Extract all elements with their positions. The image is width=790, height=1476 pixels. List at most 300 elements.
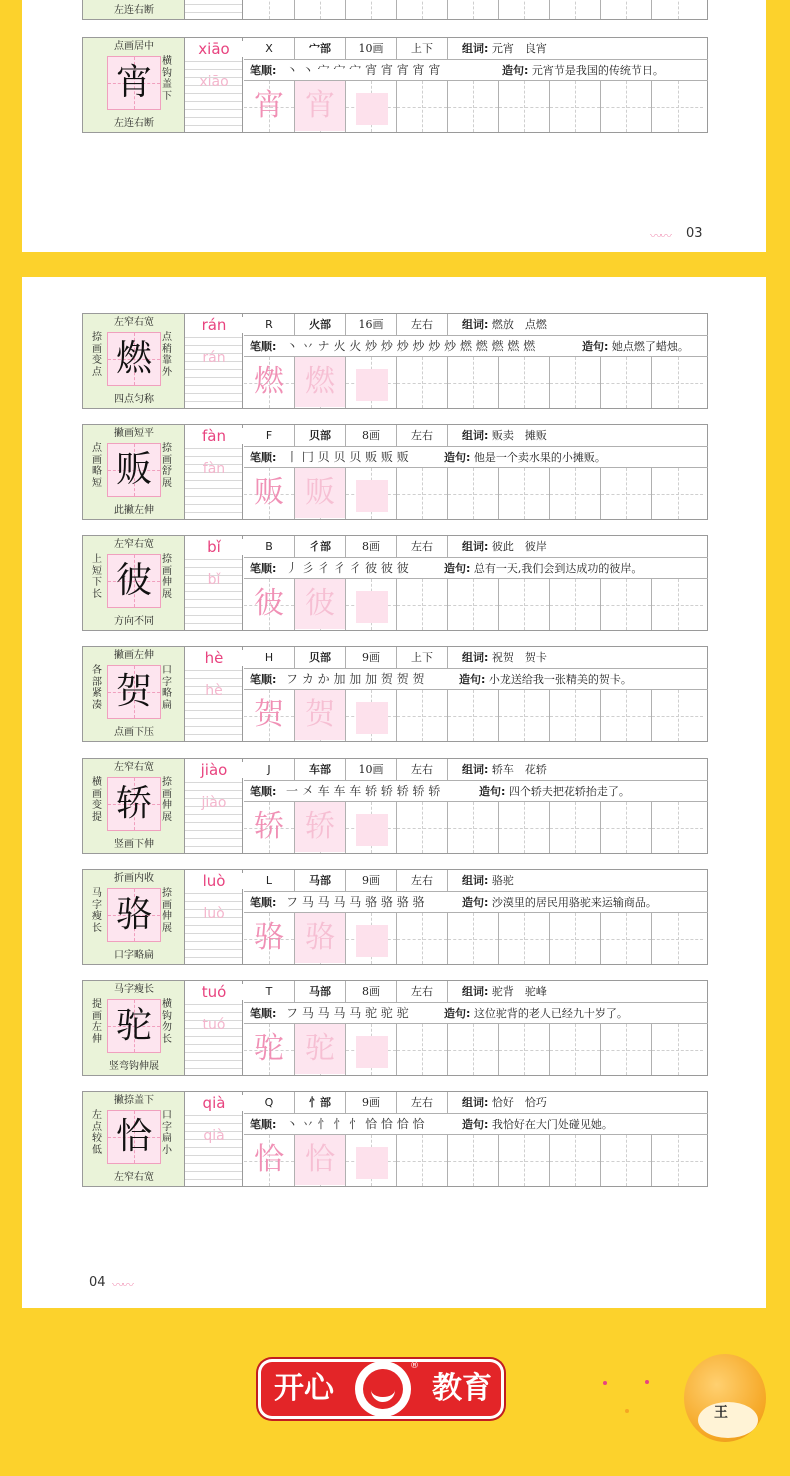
practice-cell	[601, 690, 652, 741]
practice-cell	[499, 690, 550, 741]
word-group	[462, 38, 547, 59]
initial-letter: H	[244, 647, 295, 668]
radical: 彳部	[295, 536, 346, 557]
tip-top: 左窄右宽	[114, 762, 154, 773]
words: 燃放 点燃	[491, 318, 547, 331]
pinyin-trace: hè	[205, 683, 223, 699]
pinyin-trace: tuó	[202, 1017, 226, 1033]
pinyin-column	[185, 870, 243, 964]
confetti-dot-icon	[625, 1409, 629, 1413]
stroke-order-row	[244, 60, 708, 81]
info-row	[244, 647, 708, 669]
pinyin-trace: jiào	[201, 795, 227, 811]
stroke-count: 9画	[346, 647, 397, 668]
character-grid	[107, 56, 161, 110]
writing-tips-panel	[83, 425, 185, 519]
tip-bottom: 口字略扁	[114, 950, 154, 961]
practice-cell	[397, 81, 448, 132]
practice-cell	[244, 468, 295, 519]
practice-row	[244, 1024, 708, 1075]
sentence-group	[462, 1114, 613, 1135]
page-number: 03	[686, 226, 703, 241]
tip-bottom: 左连右断	[114, 118, 154, 129]
practice-row	[244, 802, 708, 853]
tip-left: 马字瘦长	[92, 888, 102, 934]
practice-cell	[346, 1024, 397, 1075]
words: 恰好 恰巧	[491, 1096, 547, 1109]
practice-cell	[499, 1135, 550, 1186]
sentence-group	[444, 1003, 628, 1024]
tip-right: 捺画舒展	[162, 443, 172, 489]
radical: 车部	[295, 759, 346, 780]
info-row	[244, 38, 708, 60]
pinyin-column	[185, 759, 243, 853]
practice-cell	[397, 690, 448, 741]
tiger-mascot-icon	[684, 1354, 766, 1442]
trace-character: 恰	[254, 1142, 284, 1177]
character-grid	[107, 888, 161, 942]
practice-cell	[295, 690, 346, 741]
practice-cell	[244, 1135, 295, 1186]
practice-cell	[244, 913, 295, 964]
sentence-label: 造句:	[502, 64, 529, 77]
pinyin-column	[185, 981, 243, 1075]
practice-cell	[244, 0, 295, 19]
radical: 贝部	[295, 425, 346, 446]
pinyin-column	[185, 1092, 243, 1186]
words-label: 组词:	[462, 318, 489, 331]
word-group	[462, 647, 547, 668]
model-character: 宵	[115, 62, 152, 103]
character-grid	[107, 999, 161, 1053]
practice-cell	[652, 468, 703, 519]
stroke-order-label: 笔顺:	[250, 785, 277, 798]
word-group	[462, 1092, 547, 1113]
practice-cell	[397, 468, 448, 519]
tip-top: 点画居中	[114, 41, 154, 52]
registered-mark: ®	[410, 1361, 419, 1371]
character-grid	[107, 443, 161, 497]
stroke-count: 8画	[346, 536, 397, 557]
practice-cell	[652, 579, 703, 630]
practice-cell	[448, 357, 499, 408]
structure: 左右	[397, 1092, 448, 1113]
brand-name-second: 教育	[432, 1371, 492, 1406]
brand-logo	[258, 1359, 504, 1419]
practice-cell	[448, 81, 499, 132]
practice-cell	[652, 1024, 703, 1075]
structure: 上下	[397, 647, 448, 668]
practice-cell	[448, 802, 499, 853]
practice-cell	[448, 468, 499, 519]
trace-character-light: 恰	[295, 1135, 345, 1185]
stroke-count: 10画	[346, 759, 397, 780]
practice-cell	[652, 0, 703, 19]
confetti-dot-icon	[645, 1380, 649, 1384]
tip-left: 点画略短	[92, 443, 102, 489]
pinyin: jiào	[185, 762, 243, 778]
words: 元宵 良宵	[491, 42, 547, 55]
tip-left: 提画左伸	[92, 999, 102, 1045]
character-entry	[82, 1091, 708, 1187]
practice-cell	[499, 357, 550, 408]
trace-character: 彼	[254, 586, 284, 621]
pinyin: bǐ	[185, 539, 243, 555]
tip-right: 捺画伸展	[162, 554, 172, 600]
words: 祝贺 贺卡	[491, 651, 547, 664]
practice-cell	[346, 1135, 397, 1186]
stroke-order-row	[244, 892, 708, 913]
tip-top: 马字瘦长	[114, 984, 154, 995]
pinyin-column	[185, 314, 243, 408]
sentence-label: 造句:	[444, 451, 471, 464]
info-row	[244, 314, 708, 336]
info-row	[244, 536, 708, 558]
info-row	[244, 1092, 708, 1114]
info-row	[244, 425, 708, 447]
tip-right: 口字扁小	[162, 1110, 172, 1156]
practice-cell	[550, 802, 601, 853]
words: 彼此 彼岸	[491, 540, 547, 553]
model-character: 轿	[115, 783, 152, 824]
structure: 左右	[397, 536, 448, 557]
tip-top: 折画内收	[114, 873, 154, 884]
stroke-count: 9画	[346, 870, 397, 891]
sentence-group	[502, 60, 664, 81]
practice-cell	[295, 1024, 346, 1075]
practice-cell	[448, 579, 499, 630]
words: 轿车 花轿	[491, 763, 547, 776]
words: 骆驼	[491, 874, 514, 887]
initial-letter: B	[244, 536, 295, 557]
character-grid	[107, 1110, 161, 1164]
sentence-label: 造句:	[444, 562, 471, 575]
practice-cell	[397, 357, 448, 408]
cloud-ornament-icon: 〰〰	[112, 1278, 133, 1292]
initial-letter: J	[244, 759, 295, 780]
practice-cell	[550, 0, 601, 19]
sentence-group	[444, 558, 642, 579]
practice-cell	[550, 913, 601, 964]
character-entry	[82, 646, 708, 742]
sentence-group	[459, 669, 632, 690]
stroke-order-row	[244, 336, 708, 357]
practice-cell	[499, 913, 550, 964]
writing-tips-panel	[83, 870, 185, 964]
pinyin: rán	[185, 317, 243, 333]
stroke-order: フ 马 马 马 马 驼 驼 驼	[286, 1006, 409, 1020]
tip-right: 点稍靠外	[162, 332, 172, 378]
initial-letter: L	[244, 870, 295, 891]
structure: 左右	[397, 425, 448, 446]
trace-character-light: 轿	[295, 802, 345, 852]
model-character: 燃	[115, 338, 152, 379]
trace-character-light: 贩	[295, 468, 345, 518]
structure: 左右	[397, 314, 448, 335]
practice-cell	[652, 1135, 703, 1186]
character-entry	[82, 758, 708, 854]
sentence: 她点燃了蜡烛。	[611, 340, 689, 353]
practice-cell	[244, 802, 295, 853]
radical: 马部	[295, 981, 346, 1002]
trace-character-light: 贺	[295, 690, 345, 740]
radical: 马部	[295, 870, 346, 891]
practice-row	[244, 913, 708, 964]
character-entry	[82, 535, 708, 631]
trace-character-light: 驼	[295, 1024, 345, 1074]
trace-character-light: 骆	[295, 913, 345, 963]
stroke-order-row	[244, 1114, 708, 1135]
stroke-order: 一 㐅 车 车 车 轿 轿 轿 轿 轿	[286, 784, 441, 798]
practice-cell	[499, 1024, 550, 1075]
practice-cell	[295, 802, 346, 853]
words-label: 组词:	[462, 1096, 489, 1109]
info-row	[244, 759, 708, 781]
character-grid	[107, 554, 161, 608]
stroke-order: 丶 丷 忄 忄 忄 恰 恰 恰 恰	[286, 1117, 425, 1131]
stroke-order-label: 笔顺:	[250, 340, 277, 353]
word-group	[462, 870, 514, 891]
practice-cell	[346, 690, 397, 741]
practice-cell	[601, 1135, 652, 1186]
trace-character-light: 燃	[295, 357, 345, 407]
writing-tips-panel	[83, 647, 185, 741]
tip-left: 捺画变点	[92, 332, 102, 378]
pinyin-column	[185, 0, 243, 19]
tip-right: 口字略扁	[162, 665, 172, 711]
words-label: 组词:	[462, 763, 489, 776]
cloud-ornament-icon: 〰〰	[650, 229, 671, 243]
practice-cell	[499, 468, 550, 519]
practice-cell	[601, 802, 652, 853]
writing-tips-panel	[83, 0, 185, 19]
model-character: 贺	[115, 671, 152, 712]
stroke-order-label: 笔顺:	[250, 1118, 277, 1131]
practice-cell	[601, 579, 652, 630]
brand-name-first: 开心	[274, 1371, 334, 1406]
practice-cell	[652, 690, 703, 741]
practice-cell	[448, 690, 499, 741]
confetti-dot-icon	[603, 1381, 607, 1385]
pinyin: luò	[185, 873, 243, 889]
radical: 宀部	[295, 38, 346, 59]
stroke-order: 丨 冂 贝 贝 贝 贩 贩 贩	[286, 450, 409, 464]
practice-cell	[550, 81, 601, 132]
sentence: 元宵节是我国的传统节日。	[531, 64, 664, 77]
practice-cell	[346, 0, 397, 19]
word-group	[462, 981, 547, 1002]
radical: 贝部	[295, 647, 346, 668]
trace-block	[356, 591, 388, 623]
word-group	[462, 425, 547, 446]
practice-cell	[295, 579, 346, 630]
trace-block	[356, 1147, 388, 1179]
pinyin-column	[185, 38, 243, 132]
practice-cell	[397, 1135, 448, 1186]
practice-cell	[244, 690, 295, 741]
trace-block	[356, 702, 388, 734]
pinyin-trace: luò	[203, 906, 225, 922]
character-entry	[82, 869, 708, 965]
practice-cell	[295, 81, 346, 132]
practice-row	[244, 579, 708, 630]
trace-block	[356, 93, 388, 125]
practice-cell	[448, 913, 499, 964]
sentence-group	[479, 781, 630, 802]
writing-tips-panel	[83, 314, 185, 408]
practice-cell	[346, 81, 397, 132]
tiger-face	[698, 1402, 758, 1438]
initial-letter: R	[244, 314, 295, 335]
structure: 左右	[397, 870, 448, 891]
practice-cell	[397, 1024, 448, 1075]
sentence-label: 造句:	[462, 1118, 489, 1131]
sentence-label: 造句:	[582, 340, 609, 353]
word-group	[462, 536, 547, 557]
pinyin-trace: fàn	[202, 461, 226, 477]
writing-tips-panel	[83, 1092, 185, 1186]
practice-cell	[499, 802, 550, 853]
practice-cell	[244, 579, 295, 630]
practice-cell	[244, 81, 295, 132]
sentence: 他是一个卖水果的小摊贩。	[473, 451, 606, 464]
trace-character: 宵	[254, 88, 284, 123]
structure: 左右	[397, 759, 448, 780]
character-entry	[82, 313, 708, 409]
pinyin-column	[185, 647, 243, 741]
pinyin: tuó	[185, 984, 243, 1000]
structure: 左右	[397, 981, 448, 1002]
sentence-group	[462, 892, 657, 913]
writing-tips-panel	[83, 38, 185, 132]
pinyin-trace: bǐ	[207, 572, 221, 588]
initial-letter: X	[244, 38, 295, 59]
tip-bottom: 四点匀称	[114, 394, 154, 405]
practice-row	[244, 0, 708, 19]
practice-cell	[652, 357, 703, 408]
sentence: 我恰好在大门处碰见她。	[491, 1118, 613, 1131]
tip-bottom: 竖弯钩伸展	[109, 1061, 159, 1072]
tip-right: 横钩盖下	[162, 56, 172, 102]
sentence: 四个轿夫把花轿抬走了。	[508, 785, 630, 798]
practice-cell	[295, 1135, 346, 1186]
page-sheet-03	[22, 0, 766, 252]
words: 贩卖 摊贩	[491, 429, 547, 442]
model-character: 驼	[115, 1005, 152, 1046]
writing-tips-panel	[83, 759, 185, 853]
initial-letter: Q	[244, 1092, 295, 1113]
stroke-order-label: 笔顺:	[250, 896, 277, 909]
trace-character: 贺	[254, 697, 284, 732]
trace-block	[356, 1036, 388, 1068]
stroke-count: 8画	[346, 425, 397, 446]
tip-right: 捺画伸展	[162, 888, 172, 934]
stroke-order: フ 马 马 马 马 骆 骆 骆 骆	[286, 895, 425, 909]
pinyin: xiāo	[185, 41, 243, 57]
character-entry	[82, 980, 708, 1076]
sentence: 总有一天,我们会到达成功的彼岸。	[473, 562, 643, 575]
writing-tips-panel	[83, 536, 185, 630]
tip-left: 左点较低	[92, 1110, 102, 1156]
practice-cell	[346, 579, 397, 630]
writing-tips-panel	[83, 981, 185, 1075]
info-row	[244, 981, 708, 1003]
pinyin-trace: xiāo	[199, 74, 229, 90]
pinyin: fàn	[185, 428, 243, 444]
practice-cell	[550, 690, 601, 741]
stroke-order: フ カ か 加 加 加 贺 贺 贺	[286, 672, 425, 686]
sentence: 小龙送给我一张精美的贺卡。	[488, 673, 632, 686]
practice-cell	[601, 81, 652, 132]
practice-cell	[499, 579, 550, 630]
pinyin-column	[185, 536, 243, 630]
practice-row	[244, 1135, 708, 1186]
tip-top: 撇画左伸	[114, 650, 154, 661]
practice-cell	[397, 802, 448, 853]
practice-cell	[499, 81, 550, 132]
trace-character-light: 彼	[295, 579, 345, 629]
words-label: 组词:	[462, 540, 489, 553]
stroke-count: 10画	[346, 38, 397, 59]
practice-cell	[346, 913, 397, 964]
stroke-order-label: 笔顺:	[250, 562, 277, 575]
tiger-forehead-mark: 王	[714, 1405, 728, 1421]
model-character: 彼	[115, 560, 152, 601]
sentence: 沙漠里的居民用骆驼来运输商品。	[491, 896, 657, 909]
stroke-order: 丿 彡 彳 彳 彳 彼 彼 彼	[286, 561, 409, 575]
tip-top: 撇捺盖下	[114, 1095, 154, 1106]
stroke-order-row	[244, 781, 708, 802]
practice-cell	[601, 1024, 652, 1075]
sentence-label: 造句:	[459, 673, 486, 686]
practice-cell	[295, 357, 346, 408]
radical: 火部	[295, 314, 346, 335]
words-label: 组词:	[462, 429, 489, 442]
trace-character-light: 宵	[295, 81, 345, 131]
tip-bottom: 左连右断	[114, 5, 154, 16]
trace-block	[356, 480, 388, 512]
practice-cell	[295, 0, 346, 19]
sentence-label: 造句:	[462, 896, 489, 909]
sentence-group	[582, 336, 689, 357]
page-number: 04	[89, 1275, 106, 1290]
word-group	[462, 759, 547, 780]
trace-character: 骆	[254, 920, 284, 955]
initial-letter: F	[244, 425, 295, 446]
trace-block	[356, 925, 388, 957]
trace-character: 驼	[254, 1031, 284, 1066]
tip-bottom: 竖画下伸	[114, 839, 154, 850]
practice-row	[244, 81, 708, 132]
tip-left: 横画变提	[92, 777, 102, 823]
words-label: 组词:	[462, 985, 489, 998]
tip-bottom: 此撇左伸	[114, 505, 154, 516]
practice-cell	[550, 357, 601, 408]
practice-cell	[550, 579, 601, 630]
stroke-count: 8画	[346, 981, 397, 1002]
practice-cell	[550, 1024, 601, 1075]
tip-bottom: 方向不同	[114, 616, 154, 627]
practice-row	[244, 690, 708, 741]
practice-cell	[550, 468, 601, 519]
model-character: 恰	[115, 1116, 152, 1157]
practice-cell	[652, 802, 703, 853]
model-character: 贩	[115, 449, 152, 490]
pinyin: qià	[185, 1095, 243, 1111]
practice-cell	[499, 0, 550, 19]
page-sheet-04	[22, 277, 766, 1308]
trace-block	[356, 814, 388, 846]
